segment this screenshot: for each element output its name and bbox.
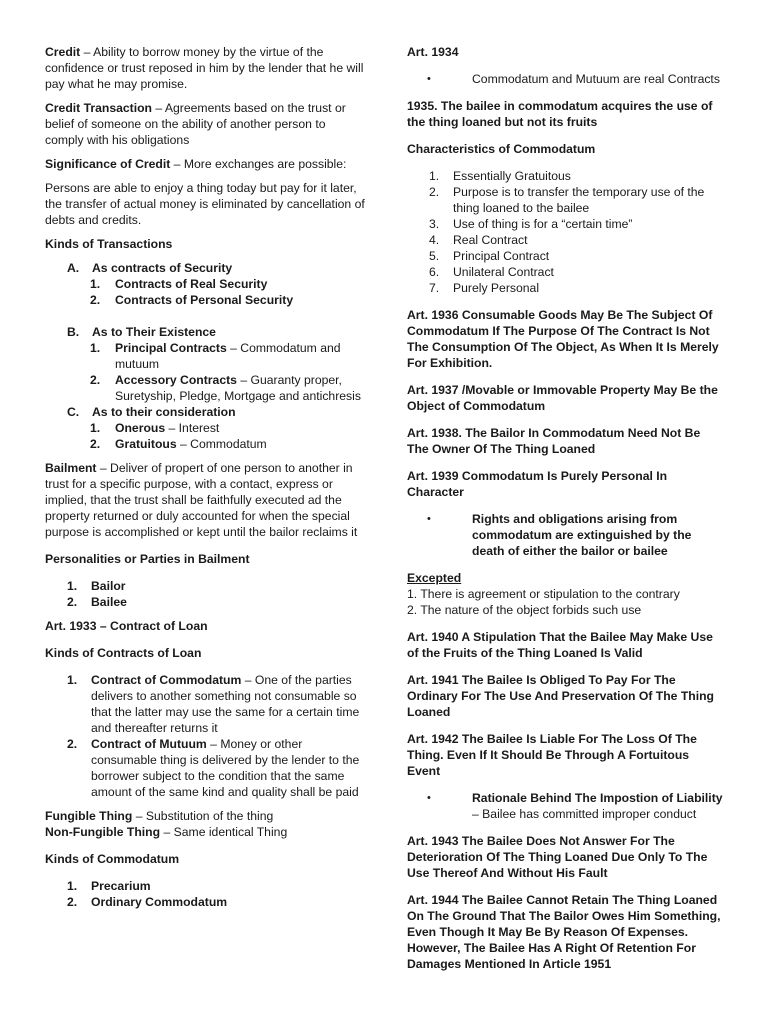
excepted-item: 1. There is agreement or stipulation to the contrary <box>407 587 680 601</box>
bullet-icon: • <box>427 792 431 804</box>
credit-transaction-definition: Credit Transaction – Agreements based on the trust or belief of someone on the ability of another person to comply with his obligations <box>45 101 346 147</box>
fungible-thing: Fungible Thing – Substitution of the thing <box>45 809 274 823</box>
loan-list: 1. Contract of Commodatum – One of the parties delivers to another something not consumable so that the latter may use the same for a certain time and thereafter returns it 2. Contract of Mutuum – Money or other consumable thing is delivered by the lender to the borrower subject to the condition that the same amount of the same kind and quality shall be paid <box>45 672 365 800</box>
parties-list: 1. Bailor 2. Bailee <box>45 578 365 610</box>
art-1934: Art. 1934 <box>407 45 459 59</box>
kinds-of-commodatum-heading: Kinds of Commodatum <box>45 852 180 866</box>
list-item: Bailor <box>91 579 126 593</box>
list-item: Principal Contract <box>453 249 550 263</box>
credit-definition: Credit – Ability to borrow money by the virtue of the confidence or trust reposed in him by the lender that he will pay what he may promise. <box>45 45 364 91</box>
list-item: Contract of Commodatum – One of the parties delivers to another something not consumable so that the latter may use the same for a certain time and thereafter returns it <box>91 673 360 735</box>
parties-heading: Personalities or Parties in Bailment <box>45 552 250 566</box>
list-item: Precarium <box>91 879 151 893</box>
list-item: Contracts of Personal Security <box>115 293 294 307</box>
list-item: Essentially Gratuitous <box>453 169 571 183</box>
art-1940: Art. 1940 A Stipulation That the Bailee May Make Use of the Fruits of the Thing Loaned Is Valid <box>407 630 713 660</box>
list-label: B. <box>67 325 80 339</box>
list-item: Purely Personal <box>453 281 540 295</box>
characteristics-heading: Characteristics of Commodatum <box>407 142 596 156</box>
list-item: Accessory Contracts – Guaranty proper, Suretyship, Pledge, Mortgage and antichresis <box>115 373 361 403</box>
left-column <box>45 44 365 910</box>
commodatum-kinds-list: 1. Precarium 2. Ordinary Commodatum <box>45 878 365 910</box>
list-label: A. <box>67 261 80 275</box>
list-item: Contract of Mutuum – Money or other consumable thing is delivered by the lender to the borrower subject to the condition that the same amount of the same kind and quality shall be paid <box>91 737 360 799</box>
art-1939: Art. 1939 Commodatum Is Purely Personal In Character <box>407 469 668 499</box>
list-item: As contracts of Security <box>92 261 233 275</box>
art-1943: Art. 1943 The Bailee Does Not Answer For The Deterioration Of The Thing Loaned Due Only To The Use Thereof And Without His Fault <box>407 834 708 880</box>
list-item: Onerous – Interest <box>115 421 220 435</box>
list-item: Ordinary Commodatum <box>91 895 228 909</box>
art-1944: Art. 1944 The Bailee Cannot Retain The Thing Loaned On The Ground That The Bailor Owes Him Something, Even Though It May Be By Reason Of Expenses. However, The Bailee Has A Right Of Retention For Damages Mentioned In Article 1951 <box>407 893 721 971</box>
significance-of-credit: Significance of Credit – More exchanges are possible: <box>45 157 347 171</box>
list-label: C. <box>67 405 80 419</box>
persons-paragraph: Persons are able to enjoy a thing today but pay for it later, the transfer of actual money is eliminated by cancellation of debts and credits. <box>45 181 365 227</box>
art-1933: Art. 1933 – Contract of Loan <box>45 619 208 633</box>
bullet-item: • Commodatum and Mutuum are real Contracts <box>427 72 720 86</box>
art-1938: Art. 1938. The Bailor In Commodatum Need Not Be The Owner Of The Thing Loaned <box>407 426 701 456</box>
excepted-heading: Excepted <box>407 571 462 585</box>
art-1942: Art. 1942 The Bailee Is Liable For The Loss Of The Thing. Even If It Should Be Through A Fortuitous Event <box>407 732 697 778</box>
transaction-group-b: B. As to Their Existence 1. Principal Contracts – Commodatum and mutuum 2. Accessory Contracts – Guaranty proper, Suretyship, Pledge, Mortgage and antichresis C. As to their consideration 1. Onerous – Interest 2. Gratuitous – Commodatum <box>45 324 365 452</box>
bullet-item: • Rights and obligations arising from commodatum are extinguished by the death of either the bailor or bailee <box>427 512 692 558</box>
list-item: Contracts of Real Security <box>115 277 268 291</box>
list-item: Unilateral Contract <box>453 265 554 279</box>
list-item: As to Their Existence <box>92 325 216 339</box>
kinds-of-transactions-heading: Kinds of Transactions <box>45 237 173 251</box>
bullet-item: • Rationale Behind The Impostion of Liability – Bailee has committed improper conduct <box>427 791 723 821</box>
list-item: Principal Contracts – Commodatum and mutuum <box>115 341 341 371</box>
transaction-group-a: A. As contracts of Security 1. Contracts of Real Security 2. Contracts of Personal Security <box>45 260 365 308</box>
art-1935: 1935. The bailee in commodatum acquires the use of the thing loaned but not its fruits <box>407 99 713 129</box>
list-item: Bailee <box>91 595 127 609</box>
list-item: Use of thing is for a “certain time” <box>453 217 633 231</box>
excepted-item: 2. The nature of the object forbids such use <box>407 603 642 617</box>
bullet-icon: • <box>427 73 431 85</box>
art-1941: Art. 1941 The Bailee Is Obliged To Pay For The Ordinary For The Use And Preservation Of The Thing Loaned <box>407 673 714 719</box>
kinds-of-loan-heading: Kinds of Contracts of Loan <box>45 646 202 660</box>
list-item: Real Contract <box>453 233 528 247</box>
bullet-icon: • <box>427 513 431 525</box>
art-1937: Art. 1937 /Movable or Immovable Property May Be the Object of Commodatum <box>407 383 718 413</box>
art-1936: Art. 1936 Consumable Goods May Be The Subject Of Commodatum If The Purpose Of The Contract Is Not The Consumption Of The Object, As When It Is Merely For Exhibition. <box>407 308 719 370</box>
list-item: Purpose is to transfer the temporary use of the thing loaned to the bailee <box>453 185 705 215</box>
characteristics-list: 1. Essentially Gratuitous 2. Purpose is to transfer the temporary use of the thing loaned to the bailee 3. Use of thing is for a “certain time” 4. Real Contract 5. Principal Contract 6. Unilateral Contract 7. Purely Personal <box>407 168 725 296</box>
right-column <box>407 44 725 972</box>
list-item: Gratuitous – Commodatum <box>115 437 267 451</box>
non-fungible-thing: Non-Fungible Thing – Same identical Thing <box>45 825 288 839</box>
list-item: As to their consideration <box>92 405 236 419</box>
bailment-definition: Bailment – Deliver of propert of one person to another in trust for a specific purpose, with a contact, express or implied, that the trust shall be faithfully executed ad the property returned or duly accounted for when the special purpose is accomplished or kept until the bailor reclaims it <box>45 461 358 539</box>
